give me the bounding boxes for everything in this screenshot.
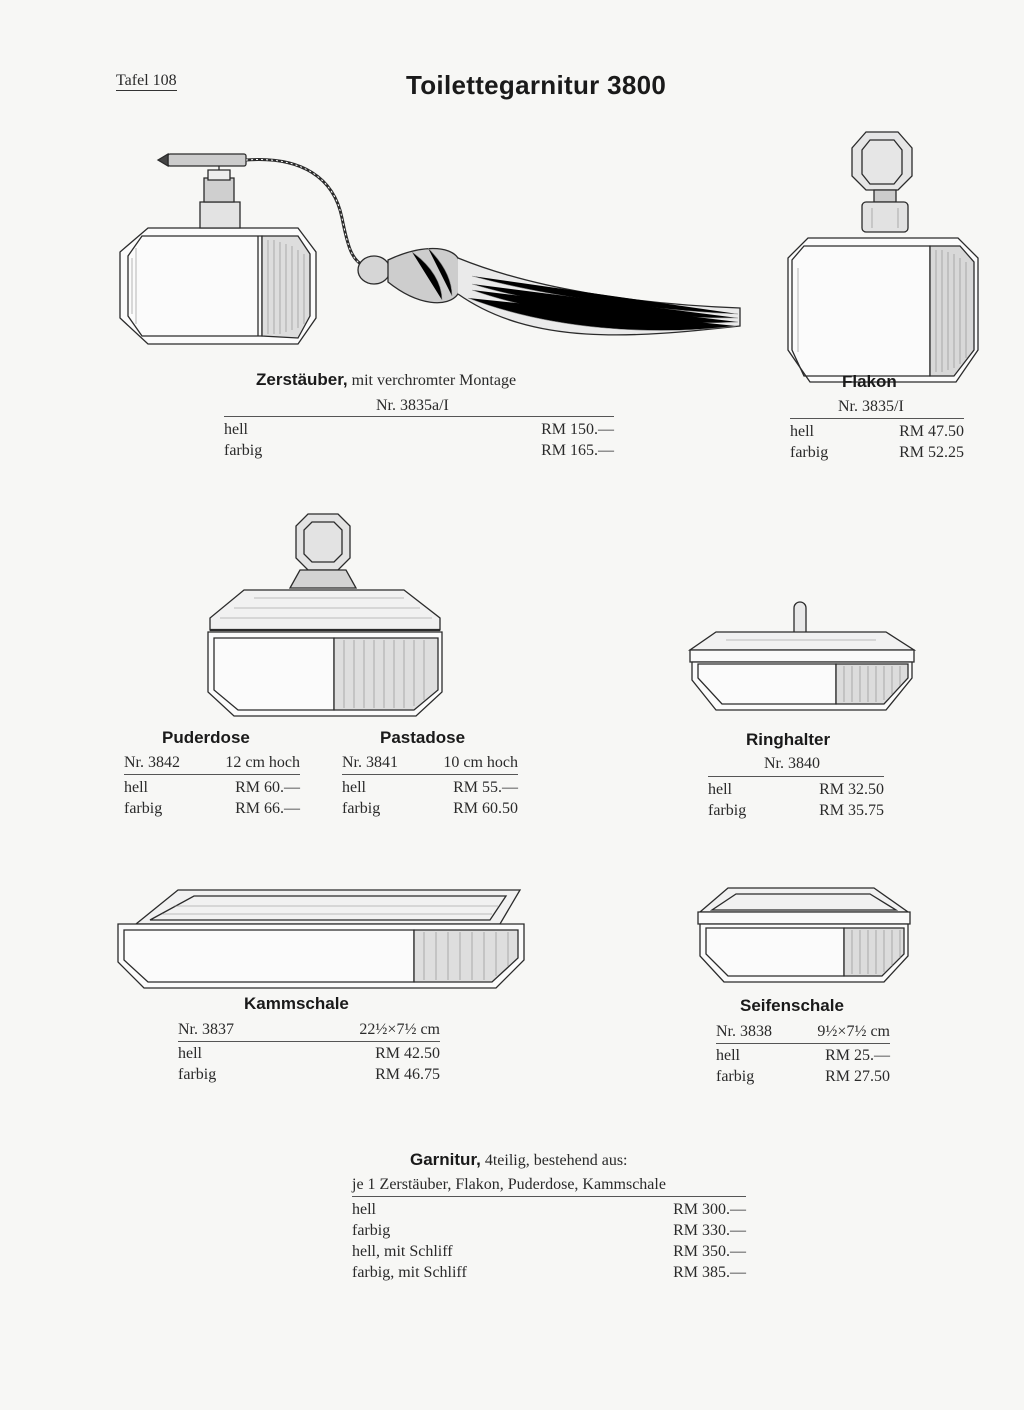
kammschale-illustration bbox=[114, 886, 528, 990]
spec-row: Nr. 3837 22½×7½ cm bbox=[178, 1021, 440, 1038]
seifenschale-prices bbox=[716, 1045, 890, 1087]
price-row: hell, mit Schliff RM 350.— bbox=[352, 1243, 746, 1260]
spec-row: Nr. 3842 12 cm hoch bbox=[124, 754, 300, 771]
spec-row: Nr. 3841 10 cm hoch bbox=[342, 754, 518, 771]
flakon-prices bbox=[790, 421, 964, 463]
ringhalter-name: Ringhalter bbox=[746, 730, 831, 749]
flakon-rule bbox=[790, 418, 964, 419]
garnitur-contents: je 1 Zerstäuber, Flakon, Puderdose, Kammschale bbox=[352, 1176, 666, 1193]
price-row: farbig RM 60.50 bbox=[342, 800, 518, 817]
garnitur-note: 4teilig, bestehend aus: bbox=[484, 1152, 628, 1169]
seifenschale-rule bbox=[716, 1043, 890, 1044]
price-row: hell RM 47.50 bbox=[790, 423, 964, 440]
price-row: farbig RM 27.50 bbox=[716, 1068, 890, 1085]
price-row: hell RM 150.— bbox=[224, 421, 614, 438]
price-row: farbig RM 330.— bbox=[352, 1222, 746, 1239]
page-title: Toilettegarnitur 3800 bbox=[406, 70, 667, 100]
ringhalter-illustration bbox=[686, 598, 916, 714]
zerstaeuber-note: mit verchromter Montage bbox=[351, 372, 517, 389]
ringhalter-prices bbox=[708, 779, 884, 821]
kammschale-name: Kammschale bbox=[244, 994, 349, 1013]
seifenschale-illustration bbox=[694, 884, 914, 984]
price-row: hell RM 32.50 bbox=[708, 781, 884, 798]
flakon-nr: Nr. 3835/I bbox=[838, 398, 904, 415]
puderdose-spec bbox=[124, 752, 300, 773]
price-row: hell RM 300.— bbox=[352, 1201, 746, 1218]
price-row: farbig RM 66.— bbox=[124, 800, 300, 817]
ringhalter-nr: Nr. 3840 bbox=[764, 755, 820, 772]
plate-number: Tafel 108 bbox=[116, 72, 177, 89]
puderdose-illustration bbox=[204, 512, 450, 718]
kammschale-prices bbox=[178, 1043, 440, 1085]
zerstaeuber-caption bbox=[256, 370, 516, 391]
garnitur-prices bbox=[352, 1199, 746, 1283]
zerstaeuber-rule bbox=[224, 416, 614, 417]
spec-row: Nr. 3838 9½×7½ cm bbox=[716, 1023, 890, 1040]
seifenschale-spec bbox=[716, 1021, 890, 1042]
puderdose-prices bbox=[124, 777, 300, 819]
puderdose-rule bbox=[124, 774, 300, 775]
ringhalter-rule bbox=[708, 776, 884, 777]
pastadose-rule bbox=[342, 774, 518, 775]
price-row: hell RM 60.— bbox=[124, 779, 300, 796]
zerstaeuber-name: Zerstäuber, bbox=[256, 370, 348, 389]
price-row: hell RM 55.— bbox=[342, 779, 518, 796]
price-row: hell RM 42.50 bbox=[178, 1045, 440, 1062]
price-row: farbig RM 165.— bbox=[224, 442, 614, 459]
zerstaeuber-nr: Nr. 3835a/I bbox=[376, 397, 449, 414]
puderdose-name: Puderdose bbox=[162, 728, 250, 747]
price-row: farbig RM 52.25 bbox=[790, 444, 964, 461]
garnitur-rule bbox=[352, 1196, 746, 1197]
price-row: farbig RM 35.75 bbox=[708, 802, 884, 819]
flakon-illustration bbox=[782, 128, 986, 388]
garnitur-name: Garnitur, bbox=[410, 1150, 481, 1169]
pastadose-name: Pastadose bbox=[380, 728, 466, 747]
pastadose-prices bbox=[342, 777, 518, 819]
price-row: farbig, mit Schliff RM 385.— bbox=[352, 1264, 746, 1281]
kammschale-spec bbox=[178, 1019, 440, 1040]
seifenschale-name: Seifenschale bbox=[740, 996, 844, 1015]
garnitur-caption bbox=[410, 1150, 628, 1171]
price-row: hell RM 25.— bbox=[716, 1047, 890, 1064]
kammschale-rule bbox=[178, 1041, 440, 1042]
pastadose-spec bbox=[342, 752, 518, 773]
zerstaeuber-prices bbox=[224, 419, 614, 461]
price-row: farbig RM 46.75 bbox=[178, 1066, 440, 1083]
flakon-name: Flakon bbox=[842, 372, 897, 391]
atomizer-illustration bbox=[112, 148, 752, 370]
